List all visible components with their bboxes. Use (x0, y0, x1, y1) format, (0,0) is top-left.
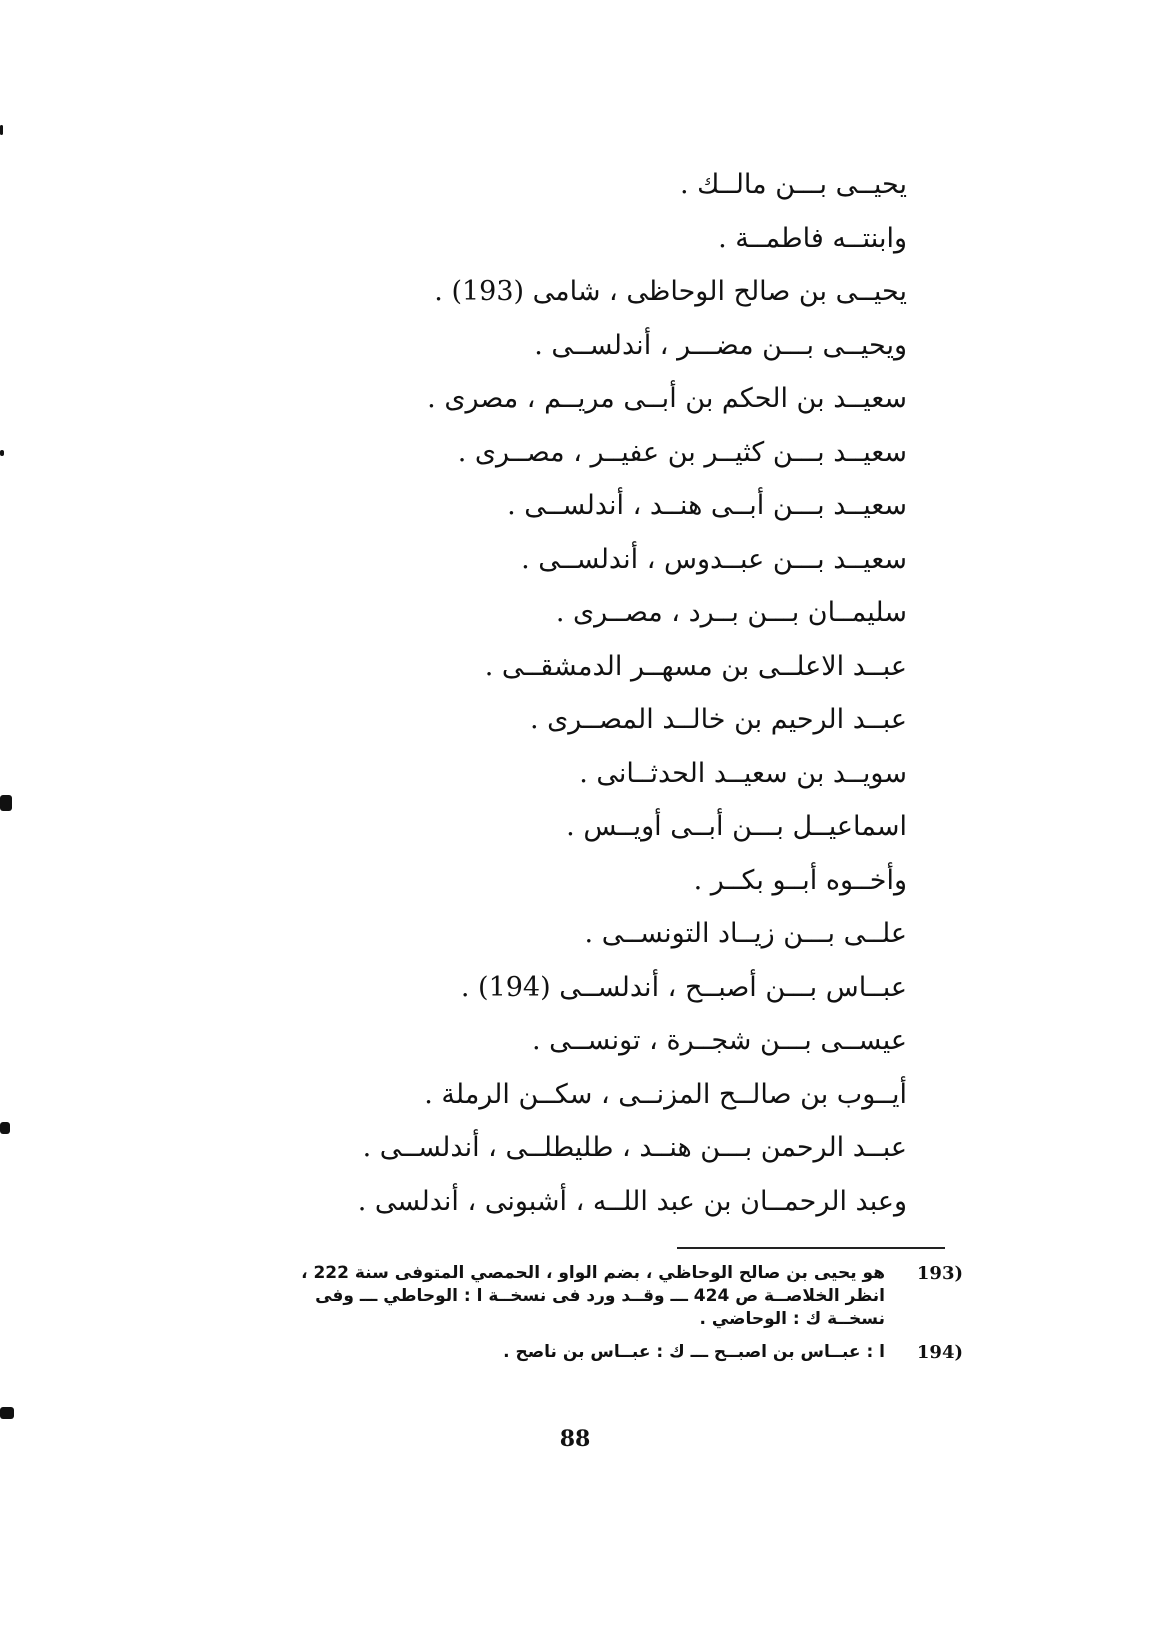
list-item: سليمــان بـــن بــرد ، مصــرى . (555, 597, 907, 628)
list-item: عبــد الاعلــى بن مسهــر الدمشقــى . (484, 650, 907, 682)
list-item: عبــاس بـــن أصبــح ، أندلســى (194) . (460, 971, 907, 1003)
footnote-divider (677, 1247, 945, 1249)
list-item: سعيــد بـــن أبــى هنــد ، أندلســى . (507, 490, 907, 521)
list-item: سويــد بن سعيــد الحدثــانى . (579, 757, 907, 789)
scan-artifact-mark (0, 1407, 14, 1419)
footnotes (203, 1262, 963, 1374)
list-item: سعيــد بن الحكم بن أبــى مريــم ، مصرى . (427, 383, 907, 414)
scan-artifact-mark (0, 450, 4, 456)
page-number: 88 (559, 1426, 591, 1452)
scan-artifact-mark (0, 1122, 10, 1134)
footnote-number: (194 (916, 1342, 963, 1363)
list-item: عيســى بـــن شجــرة ، تونســى . (532, 1025, 907, 1056)
footnote (203, 1262, 963, 1331)
footnote-line: هو يحيى بن صالح الوحاظي ، بضم الواو ، الحمصي المتوفى سنة 222 ، (301, 1263, 885, 1283)
list-item: وابنتــه فاطمــة . (718, 222, 907, 254)
footnote-line: ا : عبــاس بن اصبــح ـــ ك : عبــاس بن ناصح . (503, 1342, 885, 1362)
list-item: عبــد الرحيم بن خالــد المصــرى . (530, 704, 907, 735)
narrator-list (287, 158, 907, 1228)
footnote (203, 1341, 963, 1364)
list-item: ويحيــى بـــن مضـــر ، أندلســى . (534, 329, 907, 361)
footnote-line: انظر الخلاصــة ص 424 ـــ وقــد ورد فى نسخــة ا : الوحاطي ـــ وفى (315, 1286, 885, 1306)
list-item: سعيــد بـــن عبــدوس ، أندلســى . (521, 543, 907, 575)
list-item: وعبد الرحمــان بن عبد اللــه ، أشبونى ، أندلسى . (357, 1185, 907, 1217)
scan-artifact-mark (0, 795, 12, 811)
list-item: علــى بـــن زيــاد التونســى . (584, 918, 907, 949)
list-item: وأخــوه أبــو بكــر . (693, 864, 907, 896)
list-item: يحيــى بن صالح الوحاظى ، شامى (193) . (434, 276, 907, 307)
footnote-line: نسخــة ك : الوحاضي . (699, 1309, 885, 1329)
list-item: اسماعيــل بـــن أبــى أويــس . (566, 811, 907, 842)
list-item: أيــوب بن صالــح المزنــى ، سكــن الرملة . (424, 1078, 907, 1110)
list-item: يحيــى بـــن مالــك . (679, 169, 907, 200)
footnote-number: (193 (916, 1263, 963, 1284)
list-item: عبــد الرحمن بـــن هنــد ، طليطلــى ، أندلســى . (362, 1132, 907, 1163)
list-item: سعيــد بـــن كثيــر بن عفيــر ، مصــرى . (457, 436, 907, 468)
scan-artifact-mark (0, 125, 3, 135)
